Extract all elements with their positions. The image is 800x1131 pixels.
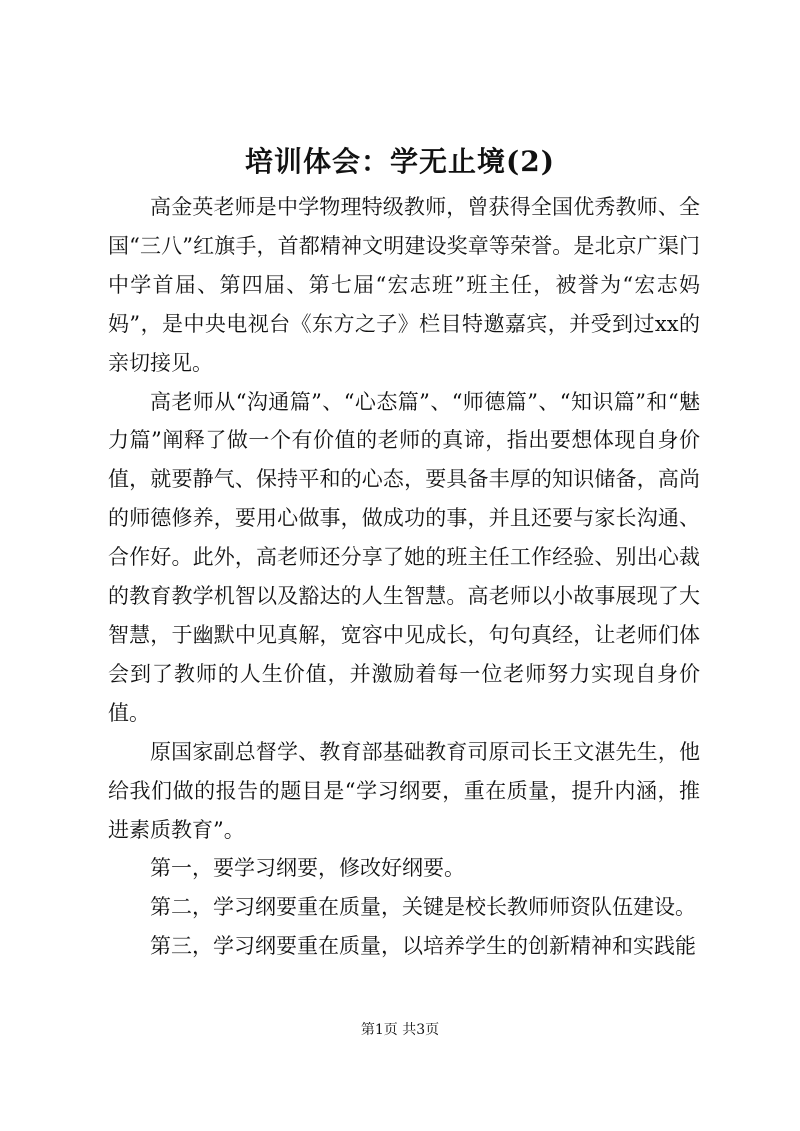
document-body <box>108 188 700 966</box>
paragraph-1: 高金英老师是中学物理特级教师，曾获得全国优秀教师、全国“三八”红旗手，首都精神文明建设奖章等荣誉。是北京广渠门中学首届、第四届、第七届“宏志班”班主任，被誉为“宏志妈妈”，是中央电视台《东方之子》栏目特邀嘉宾，并受到过xx的亲切接见。 <box>108 195 700 375</box>
paragraph-5: 第二，学习纲要重在质量，关键是校长教师师资队伍建设。 <box>150 895 696 920</box>
paragraph-2: 高老师从“沟通篇”、“心态篇”、“师德篇”、“知识篇”和“魅力篇”阐释了做一个有价值的老师的真谛，指出要想体现自身价值，就要静气、保持平和的心态，要具备丰厚的知识储备，高尚的师德修养，要用心做事，做成功的事，并且还要与家长沟通、合作好。此外，高老师还分享了她的班主任工作经验、别出心裁的教育教学机智以及豁达的人生智慧。高老师以小故事展现了大智慧，于幽默中见真解，宽容中见成长，句句真经，让老师们体会到了教师的人生价值，并激励着每一位老师努力实现自身价值。 <box>108 389 700 725</box>
document-title: 培训体会：学无止境(2) <box>245 145 555 178</box>
page-footer: 第1页 共3页 <box>360 1022 440 1038</box>
paragraph-6: 第三，学习纲要重在质量，以培养学生的创新精神和实践能 <box>150 934 696 959</box>
paragraph-3: 原国家副总督学、教育部基础教育司原司长王文湛先生，他给我们做的报告的题目是“学习纲要，重在质量，提升内涵，推进素质教育”。 <box>108 739 700 842</box>
paragraph-4: 第一，要学习纲要，修改好纲要。 <box>150 856 465 881</box>
